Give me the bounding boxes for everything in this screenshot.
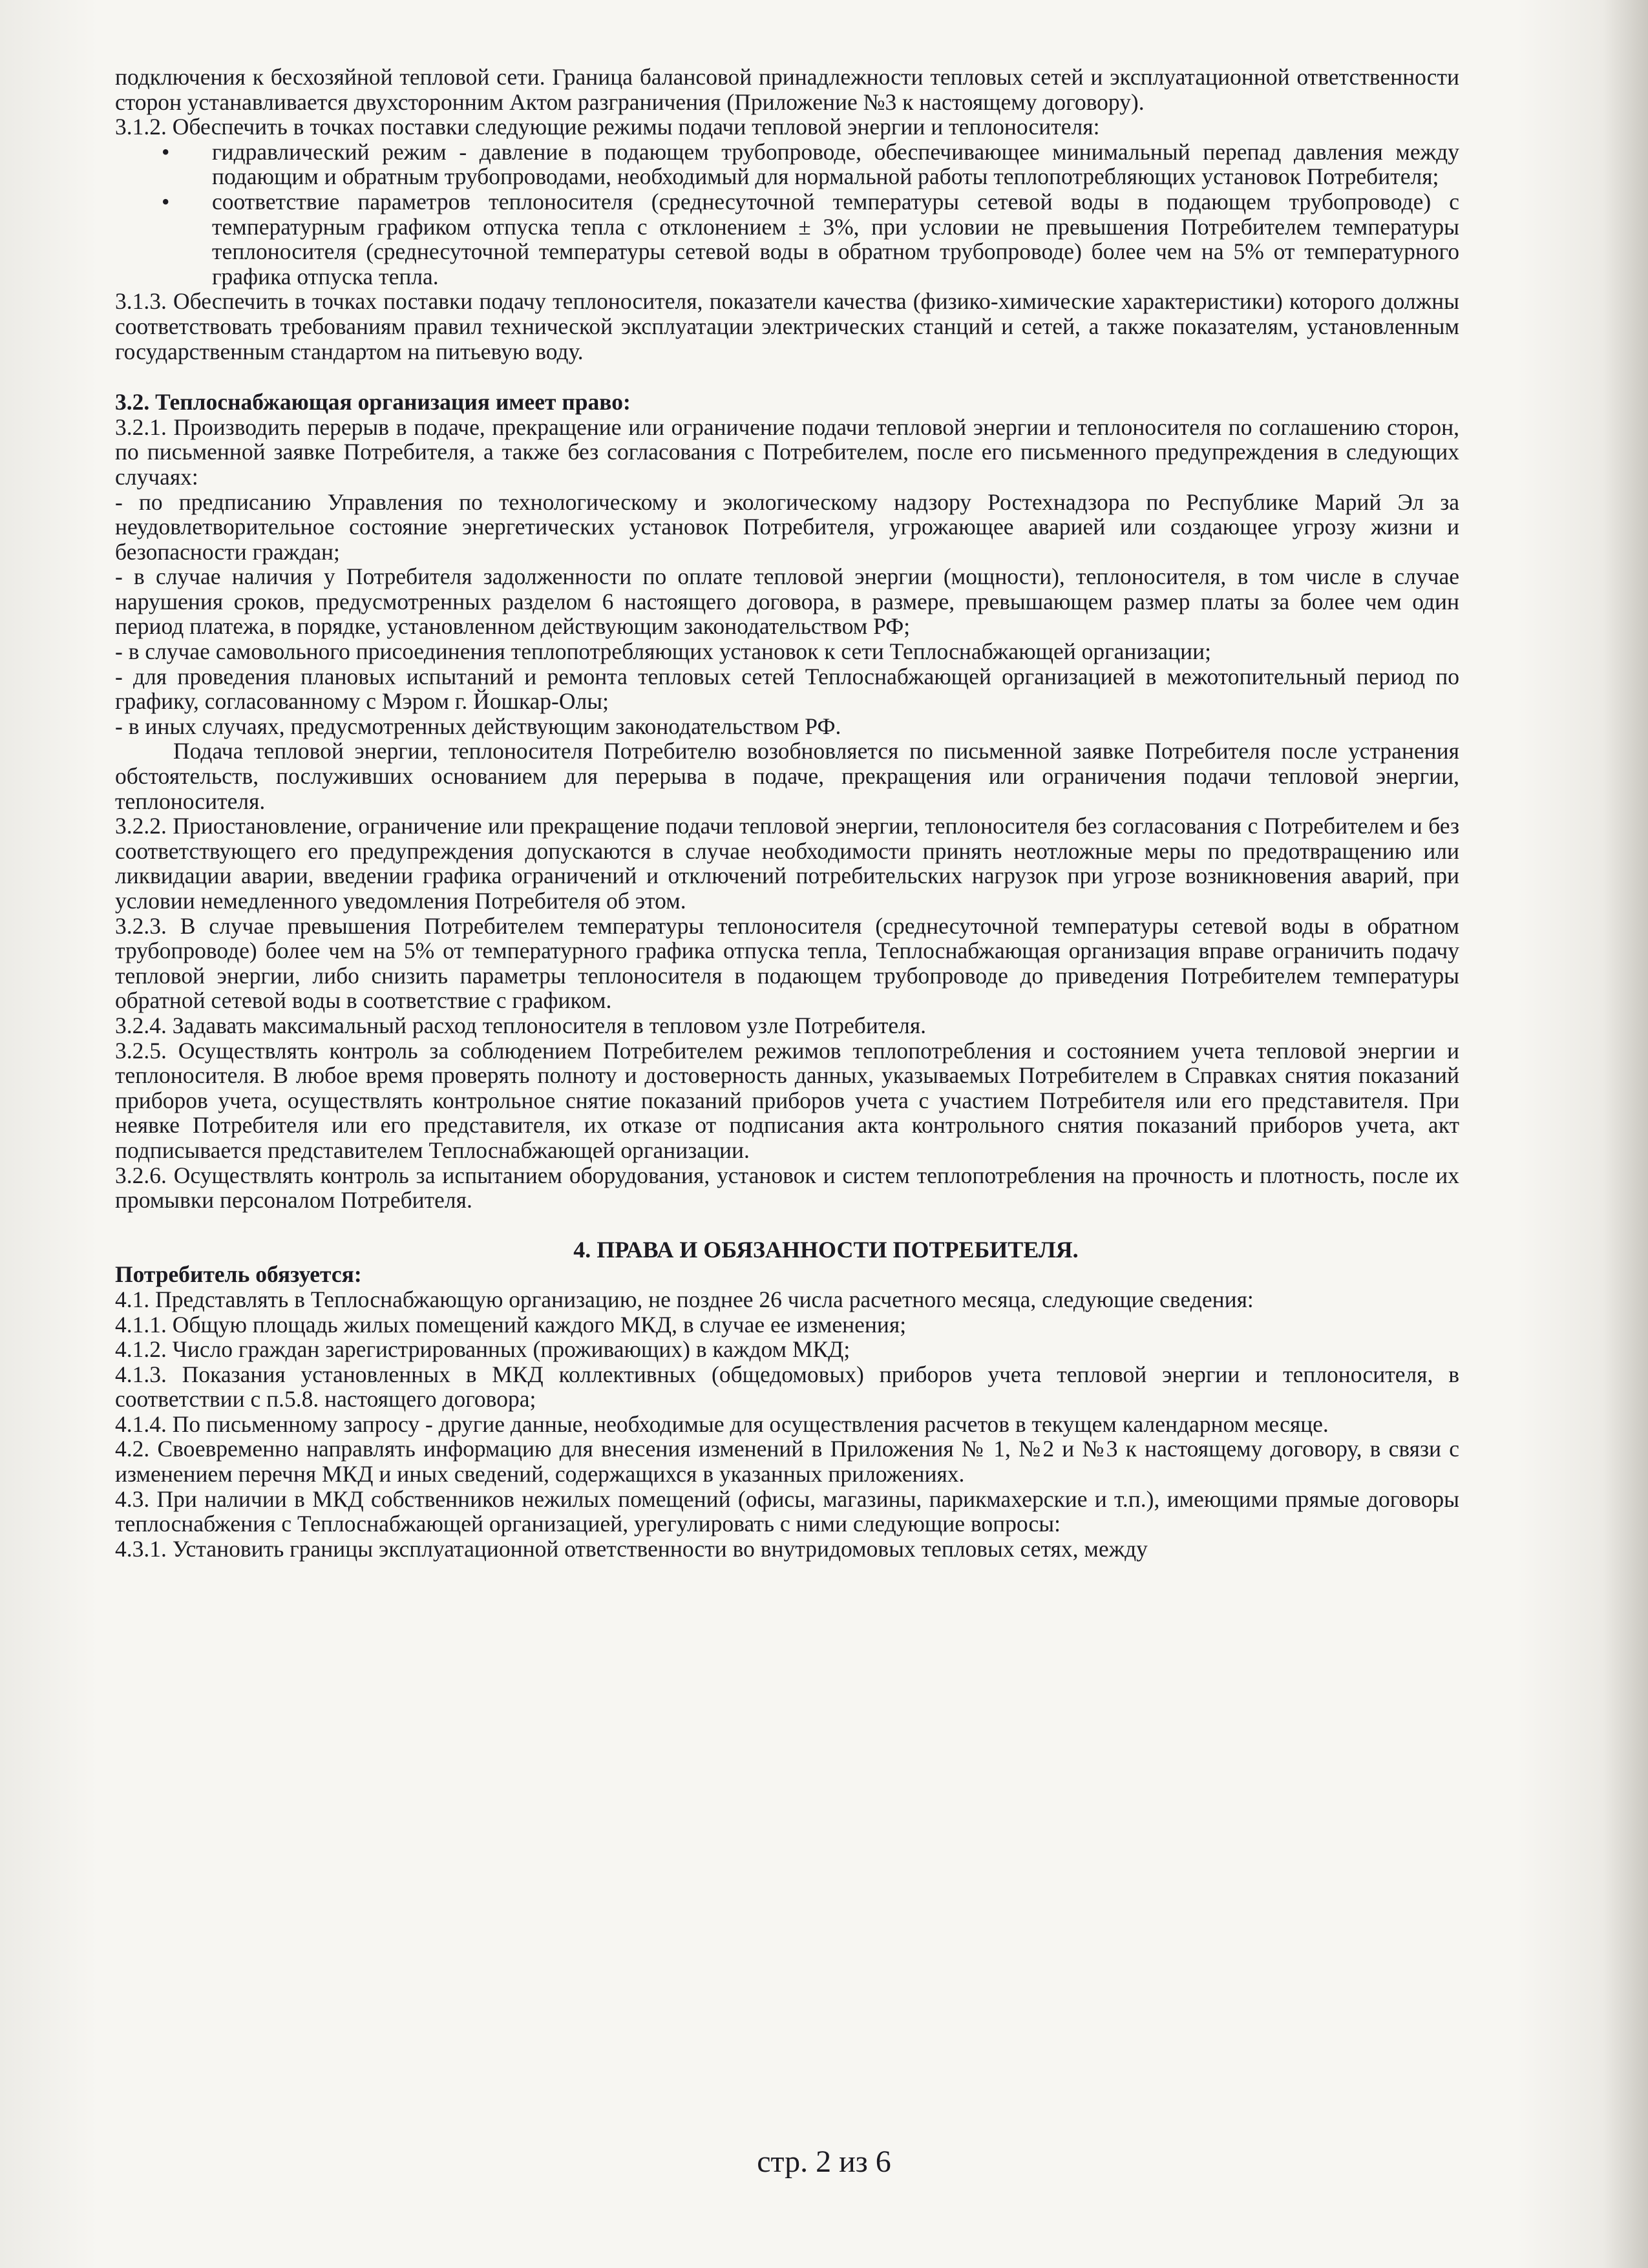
paragraph: - в иных случаях, предусмотренных действующим законодательством РФ.	[115, 713, 841, 739]
paragraph: - в случае наличия у Потребителя задолженности по оплате тепловой энергии (мощности), теплоносителя, в том числе в случае нарушения сроков, предусмотренных разделом 6 настоящего договора, в размере, превышающем размер платы за более чем один период платежа, в порядке, установленном действующим законодательством РФ;	[115, 563, 1459, 640]
clause-4-3: 4.3. При наличии в МКД собственников нежилых помещений (офисы, магазины, парикмахерские и т.п.), имеющими прямые договоры теплоснабжения с Теплоснабжающей организацией, урегулировать с ними следующие вопросы:	[115, 1486, 1459, 1537]
clause-4-2: 4.2. Своевременно направлять информацию для внесения изменений в Приложения № 1, №2 и №3 к настоящему договору, в связи с изменением перечня МКД и иных сведений, содержащихся в указанных приложениях.	[115, 1436, 1459, 1487]
paragraph: подключения к бесхозяйной тепловой сети. Граница балансовой принадлежности тепловых сетей и эксплуатационной ответственности сторон устанавливается двухсторонним Актом разграничения (Приложение №3 к настоящему договору).	[115, 64, 1459, 115]
bullet-icon: •	[162, 138, 170, 165]
document-body	[115, 65, 1459, 1561]
paragraph: - в случае самовольного присоединения теплопотребляющих установок к сети Теплоснабжающей организации;	[115, 638, 1212, 665]
page-number: стр. 2 из 6	[757, 2145, 891, 2179]
list-item-text: гидравлический режим - давление в подающем трубопроводе, обеспечивающее минимальный перепад давления между подающим и обратным трубопроводами, необходимый для нормальной работы теплопотребляющих установок Потребителя;	[212, 138, 1459, 190]
clause-4-1-1: 4.1.1. Общую площадь жилых помещений каждого МКД, в случае ее изменения;	[115, 1311, 907, 1338]
section-heading-4: 4. ПРАВА И ОБЯЗАННОСТИ ПОТРЕБИТЕЛЯ.	[573, 1236, 1079, 1263]
clause-4-3-1: 4.3.1. Установить границы эксплуатационной ответственности во внутридомовых тепловых сетях, между	[115, 1535, 1148, 1562]
paragraph: - для проведения плановых испытаний и ремонта тепловых сетей Теплоснабжающей организацией в межотопительный период по графику, согласованному с Мэром г. Йошкар-Олы;	[115, 663, 1459, 715]
clause-3-2-3: 3.2.3. В случае превышения Потребителем температуры теплоносителя (среднесуточной температуры сетевой воды в обратном трубопроводе) более чем на 5% от температурного графика отпуска тепла, Теплоснабжающая организация вправе ограничить подачу тепловой энергии, либо снизить параметры теплоносителя в подающем трубопроводе до приведения Потребителем температуры обратной сетевой воды в соответствие с графиком.	[115, 912, 1459, 1014]
spacer	[115, 1213, 1459, 1237]
clause-4-1: 4.1. Представлять в Теплоснабжающую организацию, не позднее 26 числа расчетного месяца, следующие сведения:	[115, 1286, 1254, 1312]
section-heading-3-2: 3.2. Теплоснабжающая организация имеет право:	[115, 389, 631, 415]
page-edge-shadow	[1603, 0, 1648, 2268]
bullet-icon: •	[162, 188, 170, 215]
clause-4-1-4: 4.1.4. По письменному запросу - другие данные, необходимые для осуществления расчетов в текущем календарном месяце.	[115, 1411, 1329, 1437]
clause-3-2-4: 3.2.4. Задавать максимальный расход теплоносителя в тепловом узле Потребителя.	[115, 1012, 927, 1038]
list-item	[162, 138, 1459, 190]
clause-4-1-2: 4.1.2. Число граждан зарегистрированных (проживающих) в каждом МКД;	[115, 1336, 850, 1363]
clause-4-1-3: 4.1.3. Показания установленных в МКД коллективных (общедомовых) приборов учета тепловой энергии и теплоносителя, в соответствии с п.5.8. настоящего договора;	[115, 1361, 1459, 1412]
clause-3-2-2: 3.2.2. Приостановление, ограничение или прекращение подачи тепловой энергии, теплоносителя без согласования с Потребителем и без соответствующего его предупреждения допускаются в случае необходимости принять неотложные меры по предотвращению или ликвидации аварии, введении графика ограничений и отключений потребительских нагрузок при угрозе возникновения аварий, при условии немедленного уведомления Потребителя об этом.	[115, 813, 1459, 914]
clause-3-2-6: 3.2.6. Осуществлять контроль за испытанием оборудования, установок и систем теплопотребления на прочность и плотность, после их промывки персоналом Потребителя.	[115, 1162, 1459, 1213]
clause-3-2-5: 3.2.5. Осуществлять контроль за соблюдением Потребителем режимов теплопотребления и состоянием учета тепловой энергии и теплоносителя. В любое время проверять полноту и достоверность данных, указываемых Потребителем в Справках снятия показаний приборов учета, осуществлять контрольное снятие показаний приборов учета с участием Потребителя или его представителя. При неявке Потребителя или его представителя, их отказе от подписания акта контрольного снятия показаний приборов учета, акт подписывается представителем Теплоснабжающей организации.	[115, 1037, 1459, 1163]
bullet-list	[115, 140, 1459, 289]
list-item-text: соответствие параметров теплоносителя (среднесуточной температуры сетевой воды в подающем трубопроводе) с температурным графиком отпуска тепла с отклонением ± 3%, при условии не превышения Потребителем температуры теплоносителя (среднесуточной температуры сетевой воды в обратном трубопроводе) более чем на 5% от температурного графика отпуска тепла.	[212, 188, 1459, 289]
clause-3-1-2: 3.1.2. Обеспечить в точках поставки следующие режимы подачи тепловой энергии и теплоносителя:	[115, 114, 1100, 140]
paragraph: - по предписанию Управления по технологическому и экологическому надзору Ростехнадзора по Республике Марий Эл за неудовлетворительное состояние энергетических установок Потребителя, угрожающее аварией или создающее угрозу жизни и безопасности граждан;	[115, 488, 1459, 565]
list-item	[162, 188, 1459, 289]
clause-3-1-3: 3.1.3. Обеспечить в точках поставки подачу теплоносителя, показатели качества (физико-химические характеристики) которого должны соответствовать требованиям правил технической эксплуатации электрических станций и сетей, а также показателям, установленным государственным стандартом на питьевую воду.	[115, 288, 1459, 364]
paragraph: Подача тепловой энергии, теплоносителя Потребителю возобновляется по письменной заявке Потребителя после устранения обстоятельств, послуживших основанием для перерыва в подаче, прекращения или ограничения подачи тепловой энергии, теплоносителя.	[115, 738, 1459, 814]
section-subheading: Потребитель обязуется:	[115, 1261, 362, 1288]
spacer	[115, 364, 1459, 390]
clause-3-2-1: 3.2.1. Производить перерыв в подаче, прекращение или ограничение подачи тепловой энергии и теплоносителя по соглашению сторон, по письменной заявке Потребителя, а также без согласования с Потребителем, после его письменного предупреждения в следующих случаях:	[115, 414, 1459, 490]
